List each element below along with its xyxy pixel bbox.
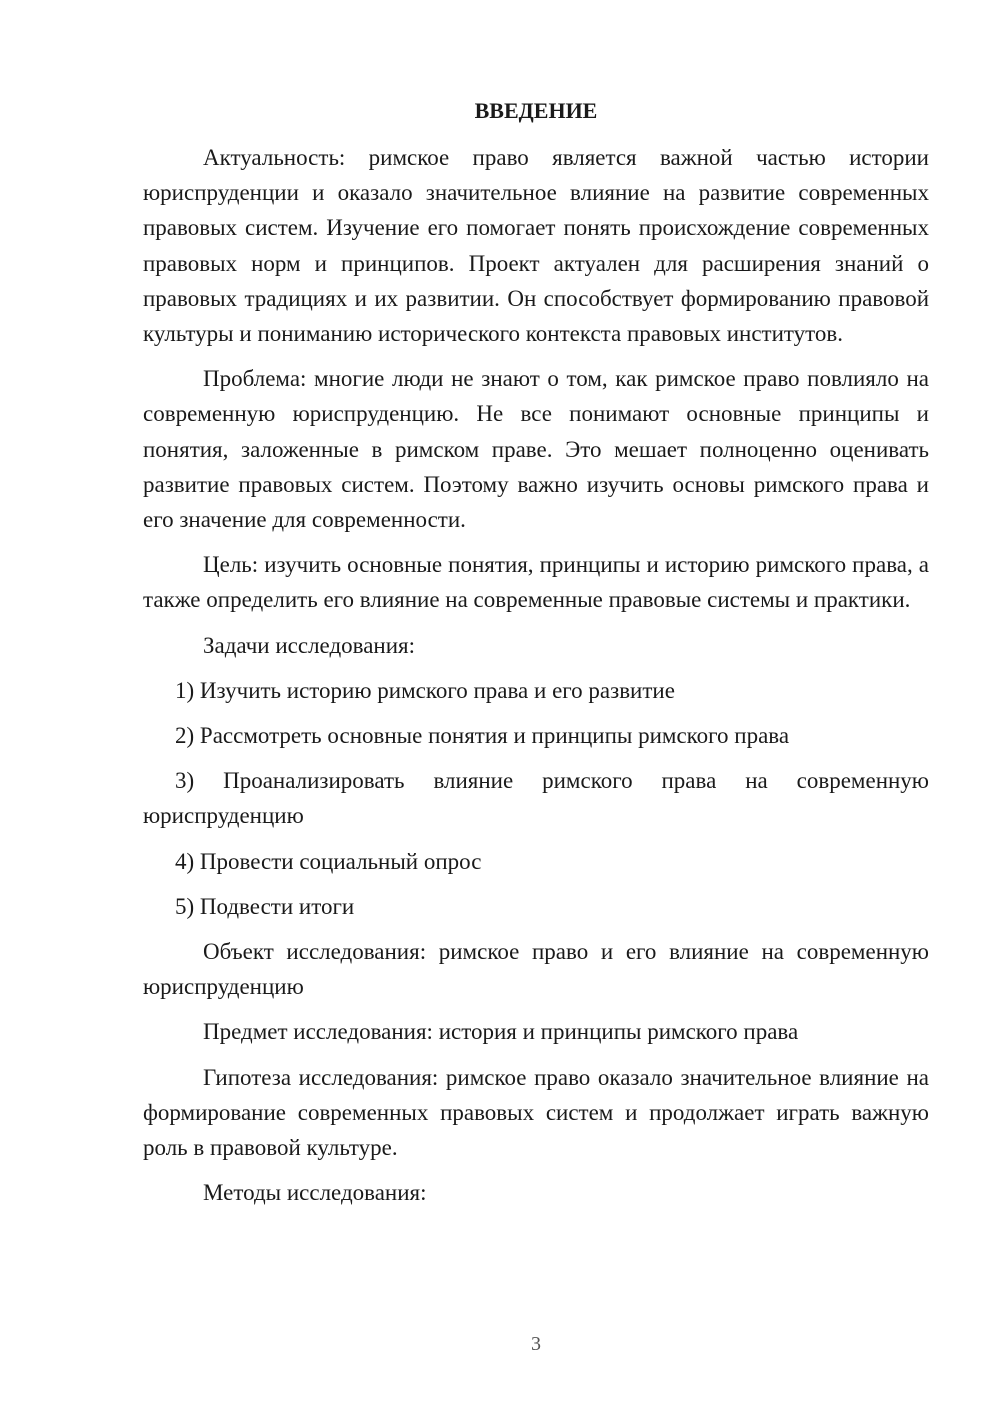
paragraph-object: Объект исследования: римское право и его влияние на современную юриспруденцию <box>143 939 929 1000</box>
list-item: 4) Провести социальный опрос <box>175 848 482 874</box>
paragraph-tasks-heading: Задачи исследования: <box>203 632 416 658</box>
paragraph-methods-heading: Методы исследования: <box>203 1180 427 1206</box>
paragraph-problem: Проблема: многие люди не знают о том, как римское право повлияло на современную юриспруденцию. Не все понимают основные принципы и понятия, заложенные в римском праве. Это мешает полноценно оценивать развитие правовых систем. Поэтому важно изучить основы римского права и его значение для современности. <box>143 366 929 533</box>
section-title: ВВЕДЕНИЕ <box>474 98 598 123</box>
list-item: 2) Рассмотреть основные понятия и принципы римского права <box>175 723 790 749</box>
paragraph-goal: Цель: изучить основные понятия, принципы и историю римского права, а также определить его влияние на современные правовые системы и практики. <box>143 552 929 613</box>
paragraph-relevance: Актуальность: римское право является важной частью истории юриспруденции и оказало значительное влияние на развитие современных правовых систем. Изучение его помогает понять происхождение современных правовых норм и принципов. Проект актуален для расширения знаний о правовых традициях и их развитии. Он способствует формированию правовой культуры и пониманию исторического контекста правовых институтов. <box>143 145 929 347</box>
tasks-list <box>143 673 929 924</box>
list-item: 5) Подвести итоги <box>175 893 355 919</box>
page-content <box>143 93 929 1220</box>
paragraph-subject: Предмет исследования: история и принципы римского права <box>203 1019 799 1045</box>
page-number: 3 <box>531 1333 541 1355</box>
paragraph-hypothesis: Гипотеза исследования: римское право оказало значительное влияние на формирование современных правовых систем и продолжает играть важную роль в правовой культуре. <box>143 1064 929 1161</box>
list-item: 1) Изучить историю римского права и его развитие <box>175 677 675 703</box>
list-item: 3) Проанализировать влияние римского права на современную юриспруденцию <box>143 768 929 829</box>
